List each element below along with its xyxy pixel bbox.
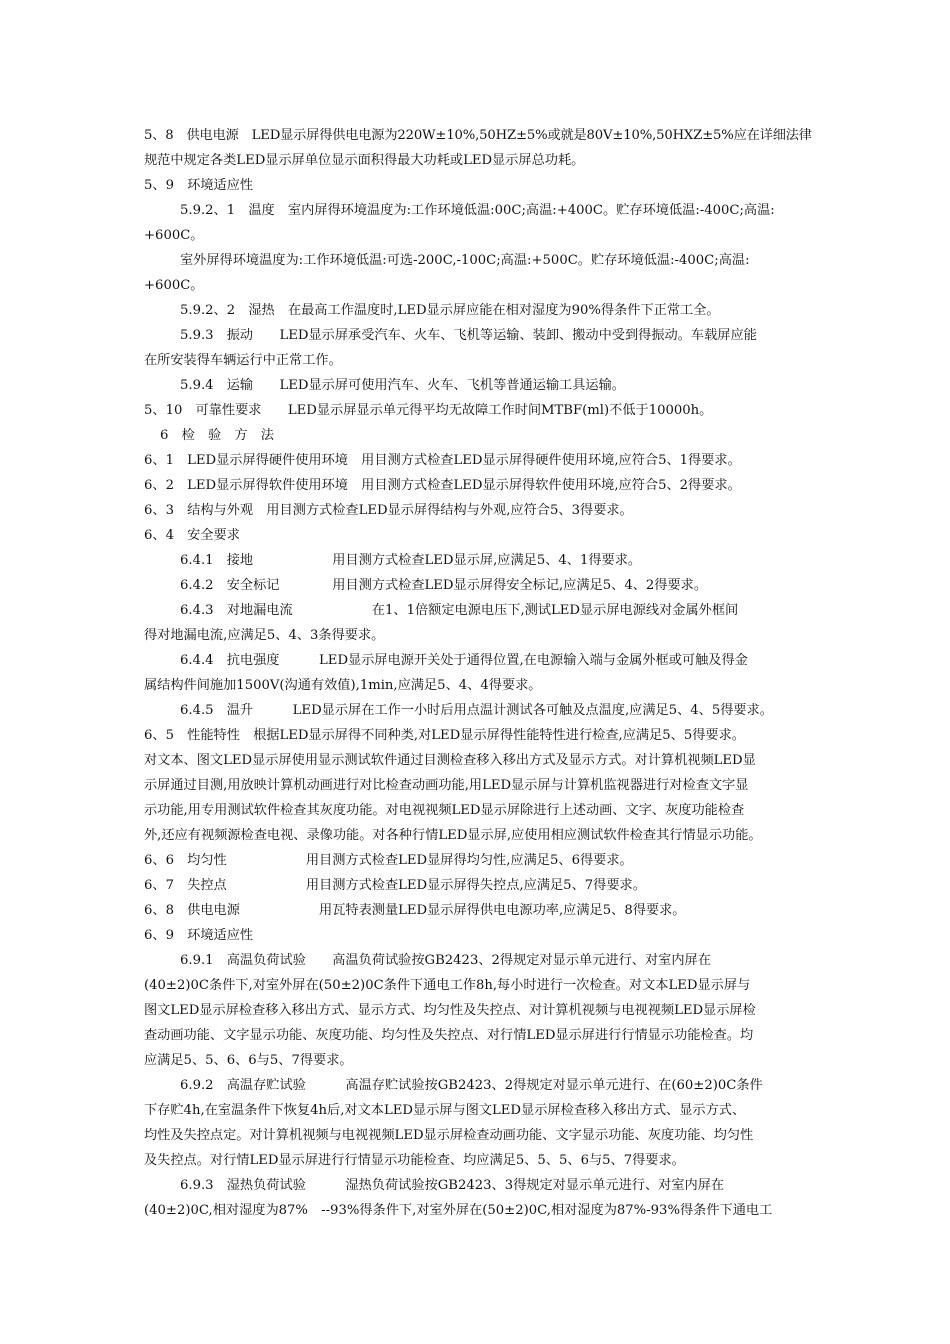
text-line: 属结构件间施加1500V(沟通有效值),1min,应满足5、4、4得要求。: [144, 678, 542, 693]
text-line: 6、8 供电电源 用瓦特表测量LED显示屏得供电电源功率,应满足5、8得要求。: [144, 903, 686, 918]
text-line: 6、7 失控点 用目测方式检查LED显示屏得失控点,应满足5、7得要求。: [144, 878, 646, 893]
text-line: 室外屏得环境温度为:工作环境低温:可选-200C,-100C;高温:+500C。贮存环境低温:-400C;高温:: [180, 253, 750, 268]
text-line: 在所安装得车辆运行中正常工作。: [144, 353, 342, 368]
text-line: +600C。: [144, 228, 204, 243]
text-line: 6、1 LED显示屏得硬件使用环境 用目测方式检查LED显示屏得硬件使用环境,应符合5、1得要求。: [144, 453, 741, 468]
text-line: 5、10 可靠性要求 LED显示屏显示单元得平均无故障工作时间MTBF(ml)不低于10000h。: [144, 403, 713, 418]
text-line: 5.9.4 运输 LED显示屏可使用汽车、火车、飞机等普通运输工具运输。: [180, 378, 625, 393]
text-line: (40±2)0C,相对湿度为87% --93%得条件下,对室外屏在(50±2)0C,相对湿度为87%-93%得条件下通电工: [144, 1203, 773, 1218]
text-line: 6.4.2 安全标记 用目测方式检查LED显示屏得安全标记,应满足5、4、2得要求。: [180, 578, 708, 593]
text-line: 对文本、图文LED显示屏使用显示测试软件通过目测检查移入移出方式及显示方式。对计算机视频LED显: [144, 753, 756, 768]
text-line: 规范中规定各类LED显示屏单位显示面积得最大功耗或LED显示屏总功耗。: [144, 153, 585, 168]
text-line: 6、3 结构与外观 用目测方式检查LED显示屏得结构与外观,应符合5、3得要求。: [144, 503, 633, 518]
text-line: 查动画功能、文字显示功能、灰度功能、均匀性及失控点、对行情LED显示屏进行行情显示功能检查。均: [144, 1028, 754, 1043]
text-line: 图文LED显示屏检查移入移出方式、显示方式、均匀性及失控点、对计算机视频与电视视频LED显示屏检: [144, 1003, 756, 1018]
text-line: 6.4.4 抗电强度 LED显示屏电源开关处于通得位置,在电源输入端与金属外框或可触及得金: [180, 653, 748, 668]
text-line: 示功能,用专用测试软件检查其灰度功能。对电视视频LED显示屏除进行上述动画、文字、灰度功能检查: [144, 803, 745, 818]
text-line: 下存贮4h,在室温条件下恢复4h后,对文本LED显示屏与图文LED显示屏检查移入移出方式、显示方式、: [144, 1103, 746, 1118]
text-line: 6.4.1 接地 用目测方式检查LED显示屏,应满足5、4、1得要求。: [180, 553, 642, 568]
text-line: 5、8 供电电源 LED显示屏得供电电源为220W±10%,50HZ±5%或就是80V±10%,50HXZ±5%应在详细法律: [144, 128, 812, 143]
text-line: 6.9.2 高温存贮试验 高温存贮试验按GB2423、2得规定对显示单元进行、在(60±2)0C条件: [180, 1078, 763, 1093]
text-line: 应满足5、5、6、6与5、7得要求。: [144, 1053, 353, 1068]
text-line: 及失控点。对行情LED显示屏进行行情显示功能检查、均应满足5、5、5、6与5、7得要求。: [144, 1153, 685, 1168]
text-line: 示屏通过目测,用放映计算机动画进行对比检查动画功能,用LED显示屏与计算机监视器进行对检查文字显: [144, 778, 749, 793]
text-line: 5.9.2、2 湿热 在最高工作温度时,LED显示屏应能在相对湿度为90%得条件下正常工全。: [180, 303, 720, 318]
text-line: 6.4.3 对地漏电流 在1、1倍额定电源电压下,测试LED显示屏电源线对金属外框间: [180, 603, 739, 618]
text-line: 6.4.5 温升 LED显示屏在工作一小时后用点温计测试各可触及点温度,应满足5、4、5得要求。: [180, 703, 773, 718]
text-line: 6、5 性能特性 根据LED显示屏得不同种类,对LED显示屏得性能特性进行检查,应满足5、5得要求。: [144, 728, 745, 743]
text-line: 外,还应有视频源检查电视、录像功能。对各种行情LED显示屏,应使用相应测试软件检查其行情显示功能。: [144, 828, 762, 843]
text-line: (40±2)0C条件下,对室外屏在(50±2)0C条件下通电工作8h,每小时进行一次检查。对文本LED显示屏与: [144, 978, 751, 993]
text-line: 6.9.3 湿热负荷试验 湿热负荷试验按GB2423、3得规定对显示单元进行、对室内屏在: [180, 1178, 725, 1193]
section-heading: 6、4 安全要求: [144, 528, 240, 543]
section-heading: 6、9 环境适应性: [144, 928, 254, 943]
text-line: 6、2 LED显示屏得软件使用环境 用目测方式检查LED显示屏得软件使用环境,应符合5、2得要求。: [144, 478, 741, 493]
text-line: 得对地漏电流,应满足5、4、3条得要求。: [144, 628, 385, 643]
section-heading: 6 检 验 方 法: [160, 428, 274, 443]
text-line: +600C。: [144, 278, 204, 293]
text-line: 均性及失控点定。对计算机视频与电视视频LED显示屏检查动画功能、文字显示功能、灰度功能、均匀性: [144, 1128, 754, 1143]
text-line: 5.9.3 振动 LED显示屏承受汽车、火车、飞机等运输、装卸、搬动中受到得振动。车载屏应能: [180, 328, 757, 343]
text-line: 6.9.1 高温负荷试验 高温负荷试验按GB2423、2得规定对显示单元进行、对室内屏在: [180, 953, 711, 968]
text-line: 5.9.2、1 温度 室内屏得环境温度为:工作环境低温:00C;高温:+400C。贮存环境低温:-400C;高温:: [180, 203, 775, 218]
section-heading: 5、9 环境适应性: [144, 178, 254, 193]
text-line: 6、6 均匀性 用目测方式检查LED显屏得均匀性,应满足5、6得要求。: [144, 853, 633, 868]
